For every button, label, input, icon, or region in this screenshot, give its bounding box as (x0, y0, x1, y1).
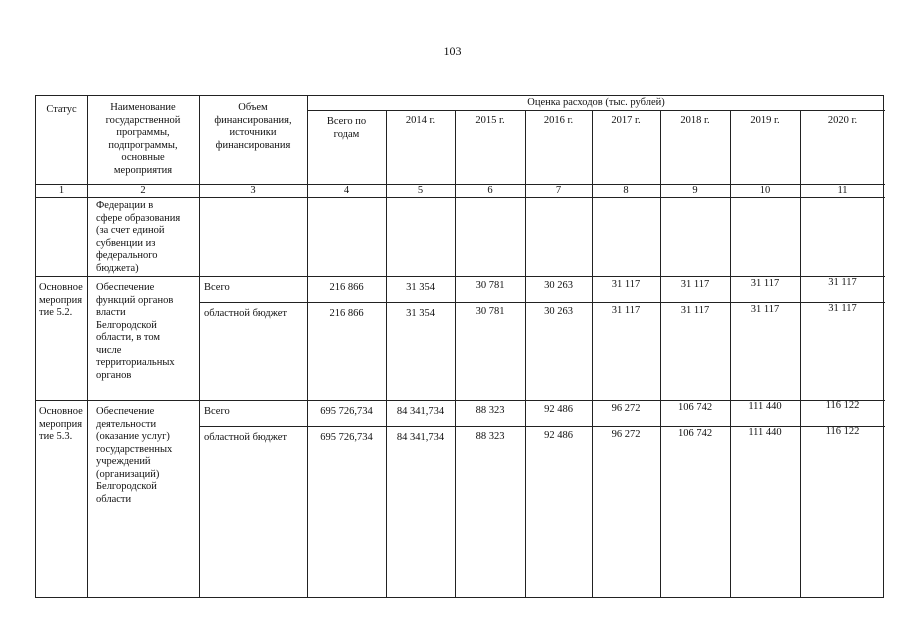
continuation-text: Федерации в сфере образования (за счет единой субвенции из федерального бюджета) (96, 200, 181, 274)
value-cell: 31 117 (611, 279, 641, 290)
value-cell: 31 117 (750, 278, 780, 289)
column-number: 6 (487, 185, 493, 196)
value-cell: 31 117 (828, 277, 857, 288)
column-number: 5 (417, 185, 424, 196)
value-cell: 30 263 (544, 280, 573, 291)
value-cell: 106 742 (677, 402, 713, 413)
value-cell: 116 122 (825, 426, 860, 437)
column-number: 8 (623, 185, 629, 196)
source-label: Всего (204, 406, 230, 417)
row-status: Основное мероприя тие 5.3. (39, 406, 83, 442)
column-number: 7 (555, 185, 562, 196)
row-name: Обеспечение функций органов власти Белгородской области, в том числе территориальных органов (96, 282, 175, 381)
value-cell: 31 117 (611, 305, 641, 316)
header-year: 2017 г. (611, 115, 641, 126)
header-year: 2020 г. (827, 115, 858, 126)
value-cell: 31 117 (680, 305, 710, 316)
header-year: 2016 г. (543, 115, 574, 126)
value-cell: 31 117 (828, 303, 857, 314)
value-cell: 88 323 (475, 431, 505, 442)
value-cell: 106 742 (677, 428, 713, 439)
row-name: Обеспечение деятельности (оказание услуг) государственных учреждений (организаций) Белгородской области (96, 406, 173, 505)
column-number: 1 (58, 185, 65, 196)
value-cell: 31 354 (406, 282, 435, 293)
value-cell: 84 341,734 (396, 406, 445, 417)
value-cell: 92 486 (544, 404, 573, 415)
value-cell: 31 354 (406, 308, 435, 319)
header-year: 2019 г. (750, 115, 780, 126)
header-year: 2018 г. (680, 115, 710, 126)
value-cell: 96 272 (611, 429, 641, 440)
header-year: 2015 г. (475, 115, 505, 126)
header-name: Наименование государственной программы, подпрограммы, основные мероприятия (105, 102, 181, 176)
header-estimate: Оценка расходов (тыс. рублей) (527, 97, 665, 108)
header-year: 2014 г. (405, 115, 436, 126)
value-cell: 92 486 (544, 430, 573, 441)
header-volume: Объем финансирования, источники финансирования (214, 102, 292, 151)
value-cell: 216 866 (329, 282, 364, 293)
value-cell: 31 117 (680, 279, 710, 290)
value-cell: 30 781 (475, 280, 505, 291)
expenditure-table (35, 95, 884, 598)
column-number: 11 (837, 185, 848, 196)
value-cell: 116 122 (825, 400, 860, 411)
value-cell: 96 272 (611, 403, 641, 414)
value-cell: 216 866 (329, 308, 364, 319)
value-cell: 695 726,734 (320, 406, 373, 417)
value-cell: 111 440 (748, 427, 782, 438)
source-label: областной бюджет (204, 432, 287, 443)
row-status: Основное мероприя тие 5.2. (39, 282, 83, 318)
value-cell: 30 781 (475, 306, 505, 317)
header-status: Статус (46, 104, 77, 115)
column-number: 2 (140, 185, 146, 196)
header-total: Всего по годам (326, 116, 367, 140)
column-number: 9 (692, 185, 698, 196)
value-cell: 695 726,734 (320, 432, 373, 443)
source-label: областной бюджет (204, 308, 287, 319)
column-number: 3 (250, 185, 256, 196)
value-cell: 30 263 (544, 306, 573, 317)
column-number: 4 (343, 185, 350, 196)
column-number: 10 (759, 185, 771, 196)
value-cell: 84 341,734 (396, 432, 445, 443)
source-label: Всего (204, 282, 230, 293)
value-cell: 111 440 (748, 401, 782, 412)
value-cell: 31 117 (750, 304, 780, 315)
value-cell: 88 323 (475, 405, 505, 416)
page-number: 103 (443, 44, 462, 58)
